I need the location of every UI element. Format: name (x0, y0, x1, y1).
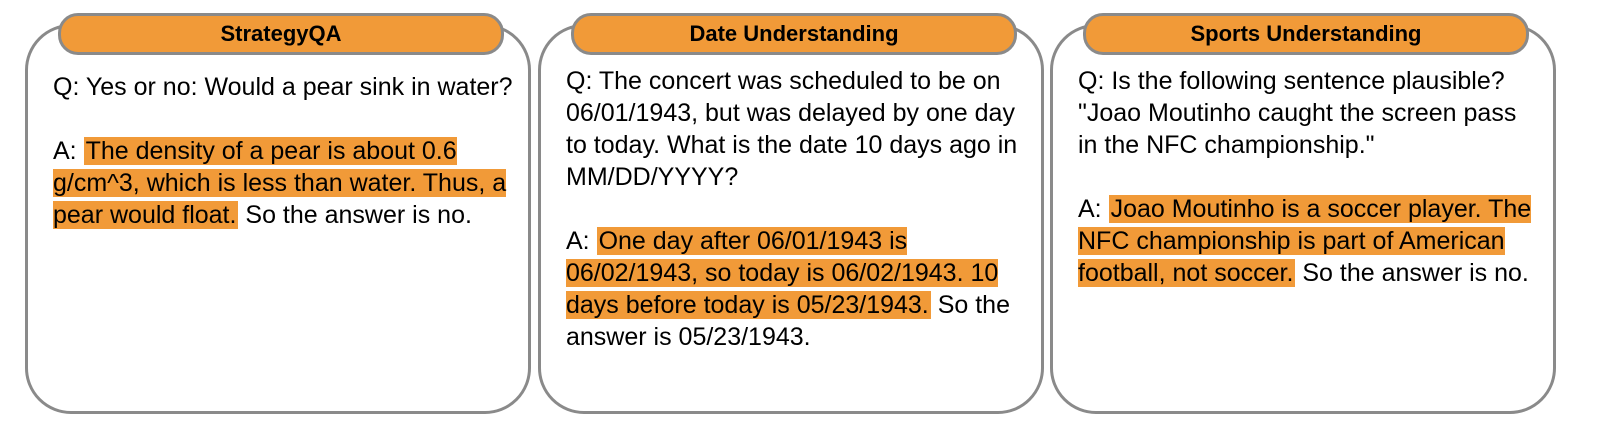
panel-title: Date Understanding (571, 13, 1017, 55)
panel-date-understanding (538, 21, 1044, 414)
answer-highlight: Joao Moutinho is a soccer player. The NFC championship is part of American football, not soccer. (1078, 195, 1532, 287)
answer-highlight: One day after 06/01/1943 is 06/02/1943, so today is 06/02/1943. 10 days before today is 05/23/1943. (566, 227, 999, 319)
question-text: Q: Is the following sentence plausible? "Joao Moutinho caught the screen pass in the NFC championship." (1078, 67, 1517, 159)
panel-body (566, 65, 1026, 353)
answer-highlight: The density of a pear is about 0.6 g/cm^3, which is less than water. Thus, a pear would float. (53, 137, 507, 229)
panel-sports-understanding (1050, 21, 1556, 414)
answer-prefix: A: (1078, 195, 1109, 223)
question-text: Q: Yes or no: Would a pear sink in water? (53, 73, 513, 101)
answer-text (53, 135, 513, 231)
answer-rest: So the answer is 05/23/1943. (566, 291, 1010, 351)
answer-rest: So the answer is no. (238, 201, 472, 229)
panel-title: Sports Understanding (1083, 13, 1529, 55)
panel-body (1078, 65, 1538, 289)
panel-title: StrategyQA (58, 13, 504, 55)
answer-text (1078, 193, 1538, 289)
question-text: Q: The concert was scheduled to be on 06/01/1943, but was delayed by one day to today. What is the date 10 days ago in MM/DD/YYYY? (566, 67, 1018, 191)
answer-prefix: A: (566, 227, 597, 255)
answer-prefix: A: (53, 137, 84, 165)
answer-text (566, 225, 1026, 353)
answer-rest: So the answer is no. (1295, 259, 1529, 287)
panel-strategyqa (25, 21, 531, 414)
panel-body (53, 71, 513, 231)
